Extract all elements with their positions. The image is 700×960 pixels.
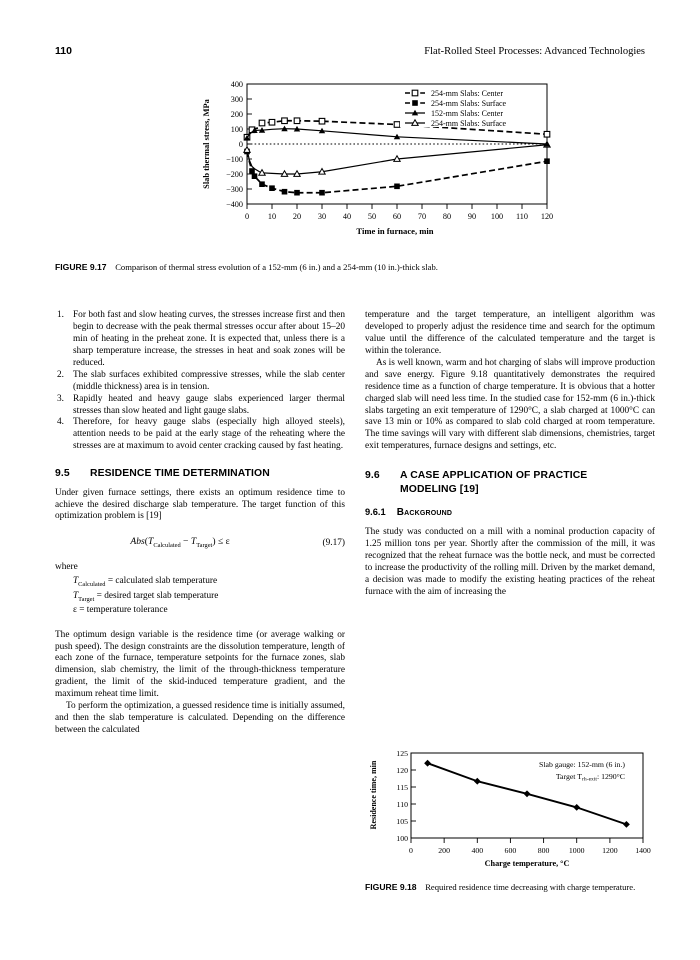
fig18-annotation-slab-gauge: Slab gauge: 152-mm (6 in.) <box>539 760 625 769</box>
svg-text:115: 115 <box>396 783 408 792</box>
svg-text:300: 300 <box>230 95 243 104</box>
svg-text:−200: −200 <box>226 170 243 179</box>
svg-text:120: 120 <box>540 212 554 221</box>
y-axis-tick-labels <box>226 80 243 209</box>
definition-item: $T_{Target}$ = desired target slab temperature <box>73 590 219 603</box>
list-item-text: Rapidly heated and heavy gauge slabs experienced larger thermal stresses than slow heated and light gauge slabs. <box>73 393 345 416</box>
section-title-line1: A CASE APPLICATION OF PRACTICE <box>400 470 588 482</box>
y-axis-title: Slab thermal stress, MPa <box>202 99 211 189</box>
paragraph-residence-intro: Under given furnace settings, there exists an optimum residence time to achieve the desired discharge slab temperature. The target function of this optimization problem is [19] <box>55 487 345 522</box>
fig18-x-axis-title: Charge temperature, °C <box>484 859 570 868</box>
svg-text:30: 30 <box>317 212 327 221</box>
running-head <box>55 44 645 58</box>
figure-9-17-caption-label: FIGURE 9.17 <box>55 262 107 272</box>
svg-text:−100: −100 <box>226 155 243 164</box>
thermal-stress-chart <box>195 76 595 251</box>
equation-number: (9.17) <box>322 537 345 548</box>
svg-text:125: 125 <box>396 749 408 758</box>
paragraph-design-variable: The optimum design variable is the residence time (or average walking or push speed). The design constraints are the dissolution temperature, length of each zone of the furnace, temperature setpoints for the furnace zones, slab dimension, slab chemistry, the limit of the through-thickness temperature gradient, the limit of the skid-induced temperature gradient, and the maximum reheat time limit. <box>55 629 345 700</box>
fig18-annotation-target-temp: Target $T_{rh-exit}$: 1290°C <box>555 772 625 783</box>
symbol-definitions <box>55 576 345 616</box>
conclusions-list <box>55 310 345 453</box>
svg-text:−300: −300 <box>226 185 243 194</box>
figure-9-17-caption-text: Comparison of thermal stress evolution of a 152-mm (6 in.) and a 254-mm (10 in.)-thick slab. <box>115 262 438 272</box>
legend-label-1: 254-mm Slabs: Surface <box>431 99 507 108</box>
fig18-x-tick-labels <box>409 846 651 855</box>
list-item-text: For both fast and slow heating curves, the stresses increase first and then begin to decrease with the peak thermal stresses occur after about 15–20 min of heating in the preheat zone. It is expected that, unless there is a sharp temperature increase, the stresses in heat and soak zones will be reduced. <box>73 310 345 368</box>
svg-text:0: 0 <box>409 846 413 855</box>
paragraph-optimization: To perform the optimization, a guessed residence time is initially assumed, and then the slab temperature is calculated. Depending on the difference between the calculated <box>55 701 345 736</box>
svg-text:80: 80 <box>442 212 452 221</box>
svg-text:100: 100 <box>230 125 243 134</box>
section-heading-9-6 <box>365 469 655 496</box>
paragraph-hot-charging: As is well known, warm and hot charging of slabs will improve production and save energy. Figure 9.18 quantitatively demonstrates the required residence time as a function of charge temperature. It is obvious that a hotter charged slab will need less time. In the studied case for 152-mm (6 in.)-thick slabs targeting an exit temperature of 1290°C, a slab charged at 1000°C can save 13 min or 10% as compared to slab cold charged at room temperature. The time savings will vary with different slab dimensions, chemistries, target exit temperatures, furnace designs and settings, etc. <box>365 357 655 452</box>
section-number: 9.5 <box>55 468 70 480</box>
svg-text:90: 90 <box>467 212 477 221</box>
section-title: RESIDENCE TIME DETERMINATION <box>90 468 270 480</box>
svg-text:100: 100 <box>490 212 504 221</box>
fig18-y-tick-labels <box>396 749 408 843</box>
x-axis-tick-labels <box>245 212 553 221</box>
svg-text:400: 400 <box>230 80 243 89</box>
series-254-surface-open-markers <box>244 142 550 177</box>
svg-text:100: 100 <box>396 834 408 843</box>
definition-item: $T_{Calculated}$ = calculated slab temperature <box>73 576 218 589</box>
equation-9-17 <box>55 536 345 550</box>
figure-9-17 <box>55 76 645 251</box>
svg-text:110: 110 <box>516 212 528 221</box>
section-number: 9.6 <box>365 470 380 482</box>
residence-time-series-markers <box>424 760 630 828</box>
paragraph-background: The study was conducted on a mill with a nominal production capacity of 1.25 million tons per year. Shortly after the commission of the mill, it was recognized that the reheat furnace was the bottle neck, and must be corrected to increase the productivity of the rolling mill. Driven by the market demand, a decision was made to modify the existing heating practices of the reheat furnace with the aim of increasing the <box>365 526 655 597</box>
svg-text:200: 200 <box>230 110 243 119</box>
legend-label-3: 254-mm Slabs: Surface <box>431 119 507 128</box>
svg-text:50: 50 <box>367 212 377 221</box>
svg-text:110: 110 <box>396 800 408 809</box>
figure-9-18-caption <box>365 882 655 894</box>
list-item-number: 3. <box>57 393 64 404</box>
svg-text:0: 0 <box>244 212 250 221</box>
legend-label-2: 152-mm Slabs: Center <box>431 109 503 118</box>
list-item-number: 4. <box>57 417 64 428</box>
equation-body: $Abs(T_{Calculated} - T_{Target}) \le \varepsilon$ <box>130 536 230 550</box>
svg-text:1200: 1200 <box>602 846 618 855</box>
figure-9-17-caption <box>55 262 645 274</box>
list-item-number: 1. <box>57 310 64 320</box>
svg-text:1400: 1400 <box>635 846 651 855</box>
figure-9-18 <box>365 745 655 870</box>
book-running-title: Flat-Rolled Steel Processes: Advanced Technologies <box>424 45 645 57</box>
list-item-text: The slab surfaces exhibited compressive stresses, while the slab center (middle thickness) area is in tension. <box>73 369 345 392</box>
subsection-heading-9-6-1 <box>365 507 655 520</box>
svg-text:400: 400 <box>471 846 484 855</box>
figure-9-18-caption-label: FIGURE 9.18 <box>365 882 417 892</box>
svg-text:60: 60 <box>392 212 402 221</box>
subsection-number: 9.6.1 <box>365 506 386 517</box>
svg-text:40: 40 <box>342 212 352 221</box>
list-item <box>55 370 345 394</box>
fig18-y-axis-title: Residence time, min <box>369 760 378 830</box>
definition-item: ε = temperature tolerance <box>73 604 168 615</box>
svg-text:−400: −400 <box>226 200 243 209</box>
svg-text:105: 105 <box>396 817 408 826</box>
x-axis-title: Time in furnace, min <box>356 226 434 236</box>
section-heading-9-5 <box>55 467 345 480</box>
legend-label-0: 254-mm Slabs: Center <box>431 89 503 98</box>
section-title-line2: MODELING [19] <box>400 483 479 495</box>
figure-9-18-caption-text: Required residence time decreasing with charge temperature. <box>425 882 636 892</box>
subsection-title: Background <box>396 506 453 518</box>
page-number: 110 <box>55 45 72 57</box>
list-item-text: Therefore, for heavy gauge slabs (especially high alloyed steels), attention needs to be paid at the early stage of the reheating where the stresses are at maximum to avoid center cracking caused by fast heating. <box>73 417 345 452</box>
right-column <box>365 310 655 598</box>
paragraph-algorithm: temperature and the target temperature, an intelligent algorithm was developed to properly adjust the residence time and search for the optimum value until the difference of the calculated temperature and the target is within the tolerance. <box>365 310 655 356</box>
residence-time-chart <box>365 745 655 870</box>
svg-text:0: 0 <box>238 140 243 149</box>
svg-text:20: 20 <box>292 212 302 221</box>
svg-text:600: 600 <box>504 846 517 855</box>
svg-text:1000: 1000 <box>568 846 585 855</box>
where-label: where <box>55 561 78 572</box>
list-item-number: 2. <box>57 369 64 380</box>
svg-text:200: 200 <box>438 846 450 855</box>
svg-text:800: 800 <box>537 846 550 855</box>
chart-legend <box>400 87 544 128</box>
list-item <box>55 417 345 453</box>
list-item <box>55 394 345 418</box>
list-item <box>55 310 345 370</box>
svg-text:70: 70 <box>417 212 427 221</box>
left-column <box>55 310 345 737</box>
svg-text:120: 120 <box>396 766 408 775</box>
svg-text:10: 10 <box>267 212 277 221</box>
